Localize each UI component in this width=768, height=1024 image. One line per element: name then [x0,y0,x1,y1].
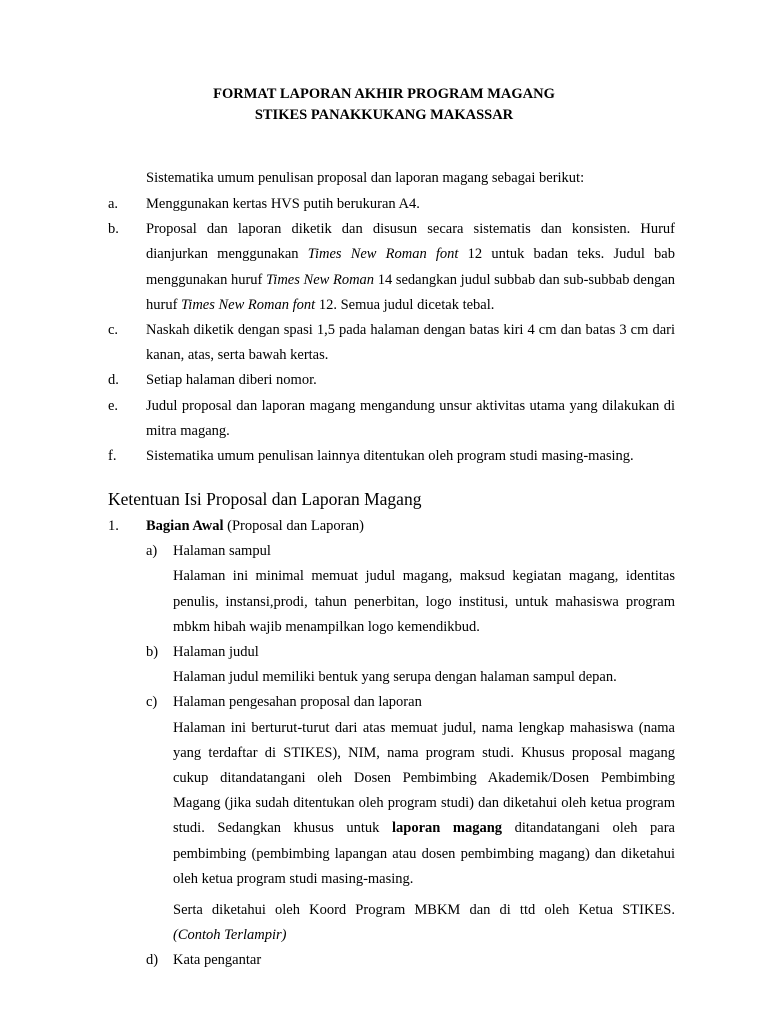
document-title-line-2: STIKES PANAKKUKANG MAKASSAR [254,107,514,123]
intro-paragraph: Sistematika umum penulisan proposal dan laporan magang sebagai berikut: [146,170,585,186]
section-title-rest: (Proposal dan Laporan) [223,518,365,534]
section-title [108,514,675,539]
list-item-italic: Times New Roman font [181,296,316,313]
sub-item-title [108,539,675,564]
sub-title: Kata pengantar [173,952,262,969]
list-item-text: Menggunakan kertas HVS putih berukuran A4. [146,196,420,212]
list-item-text: Judul proposal dan laporan magang mengandung unsur aktivitas utama yang dilakukan di mitra magang. [146,397,675,439]
section-heading: Ketentuan Isi Proposal dan Laporan Magang [108,489,422,509]
sub-title: Halaman pengesahan proposal dan laporan [173,694,422,711]
section-marker: 1. [108,518,119,534]
list-marker: b. [108,221,119,238]
list-item-text: 12 untuk badan teks. Judul bab menggunakan huruf [146,246,675,288]
sub-item-title [108,640,675,665]
list-item-text: 14 sedangkan judul subbab dan sub-subbab dengan huruf [146,271,676,313]
list-item [108,192,675,217]
list-item-italic: Times New Roman [266,271,375,288]
list-item-text: Naskah diketik dengan spasi 1,5 pada halaman dengan batas kiri 4 cm dan batas 3 cm dari kanan, atas, serta bawah kertas. [146,322,675,364]
list-item [108,368,675,393]
list-marker: a. [108,196,119,212]
sub-marker: d) [146,952,159,969]
list-marker: f. [108,448,117,465]
sub-marker: c) [146,694,158,711]
sub-item-extra [108,898,675,948]
sub-body-text: ditandatangani oleh para pembimbing (pembimbing lapangan atau dosen pembimbing magang) dan diketahui oleh ketua program studi masing-masing. [173,820,675,887]
sub-item-title [108,690,675,715]
sub-item-body: Halaman judul memiliki bentuk yang serupa dengan halaman sampul depan. [173,669,617,686]
sub-extra-text: Serta diketahui oleh Koord Program MBKM dan di ttd oleh Ketua STIKES. [173,902,675,919]
list-item-text: Sistematika umum penulisan lainnya ditentukan oleh program studi masing-masing. [146,448,634,465]
list-item [108,318,675,368]
sub-item-title [108,948,675,973]
sub-body-text: Halaman ini berturut-turut dari atas memuat judul, nama lengkap mahasiswa (nama yang terdaftar di STIKES), NIM, nama program studi. Khusus proposal magang cukup ditandatangani oleh Dosen Pembimbing Akademik/Dosen Pembimbing Magang (jika sudah ditentukan oleh program studi) dan diketahui oleh ketua program studi. Sedangkan khusus untuk [173,719,675,837]
section-bagian-awal [108,514,675,974]
sub-body-bold: laporan magang [392,820,503,837]
list-marker: d. [108,372,119,389]
sub-title: Halaman sampul [173,543,271,560]
list-item [108,444,675,469]
list-marker: e. [108,397,119,414]
list-item-text: Setiap halaman diberi nomor. [146,372,317,389]
sub-marker: b) [146,644,159,661]
document-title-line-1: FORMAT LAPORAN AKHIR PROGRAM MAGANG [213,86,555,102]
format-list [108,192,675,469]
list-item-text: 12. Semua judul dicetak tebal. [315,296,495,313]
sub-item-body: Halaman ini minimal memuat judul magang, maksud kegiatan magang, identitas penulis, instansi,prodi, tahun penerbitan, logo institusi, untuk mahasiswa program mbkm hibah wajib menampilkan logo kemendikbud. [173,568,675,635]
section-title-bold: Bagian Awal [146,518,224,534]
list-item [108,217,675,318]
list-marker: c. [108,322,119,339]
list-item-italic: Times New Roman font [307,246,459,263]
list-item-text: Proposal dan laporan diketik dan disusun secara sistematis dan konsisten. Huruf dianjurkan menggunakan [146,221,675,263]
sub-extra-italic: (Contoh Terlampir) [173,927,287,944]
sub-item-body [108,716,675,892]
sub-title: Halaman judul [173,644,259,661]
list-item [108,394,675,444]
sub-marker: a) [146,543,158,560]
